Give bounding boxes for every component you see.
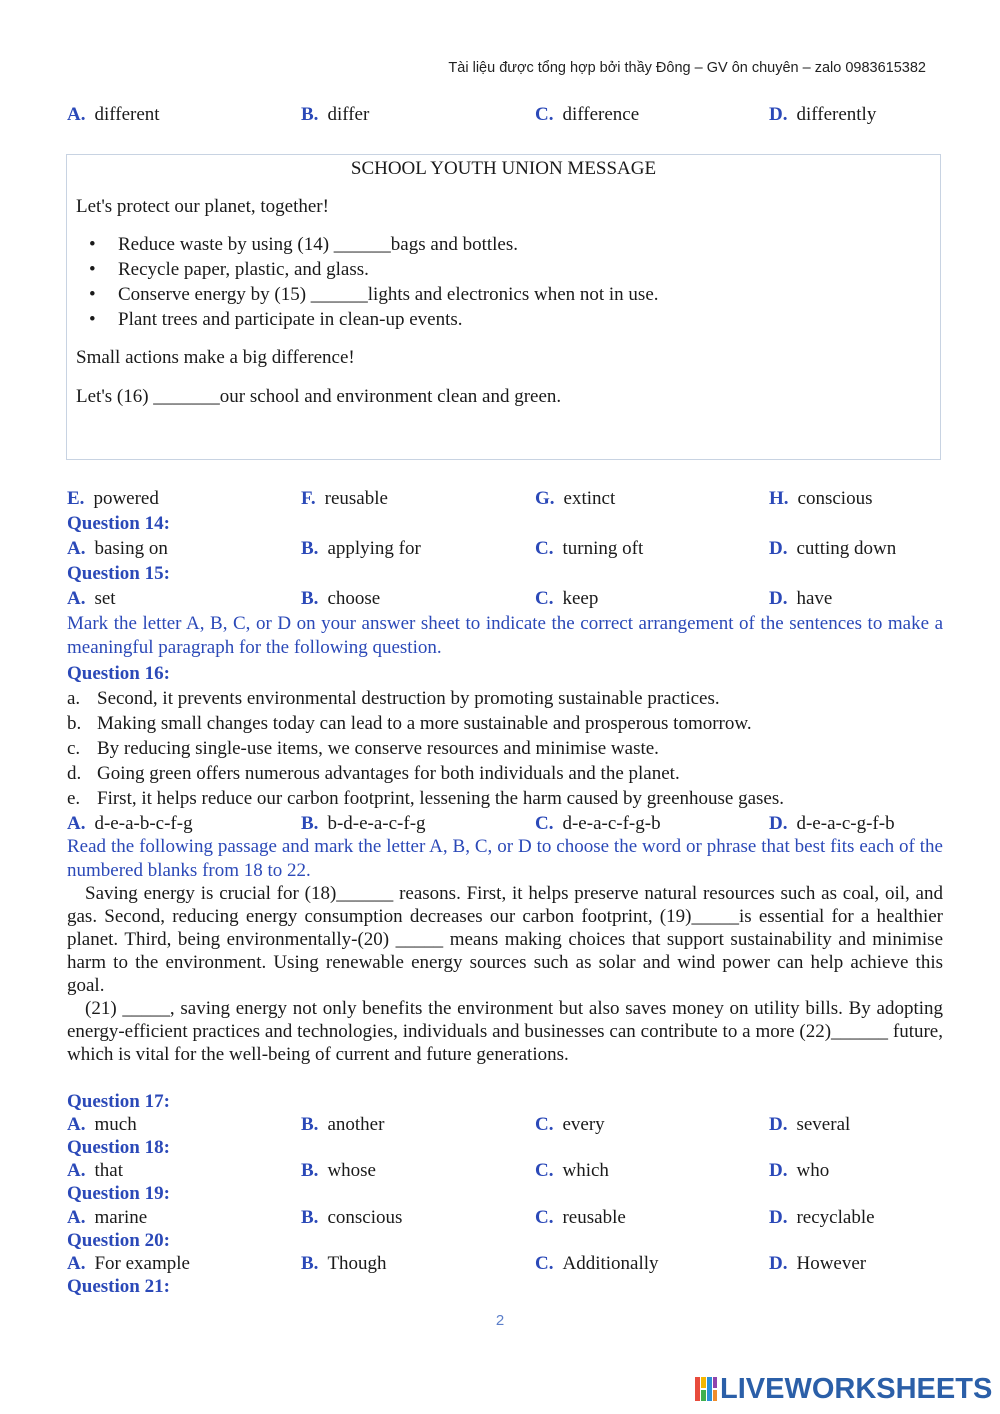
option-text: d-e-a-c-f-g-b xyxy=(562,813,661,834)
option-text: have xyxy=(796,588,833,609)
option-letter: C. xyxy=(535,1253,554,1274)
option-text: much xyxy=(94,1114,137,1135)
brand-text: LIVEWORKSHEETS xyxy=(720,1373,993,1405)
message-line: Small actions make a big difference! xyxy=(76,347,355,368)
option-d[interactable] xyxy=(769,1159,829,1183)
bullet-text: Conserve energy by (15) ______lights and electronics when not in use. xyxy=(118,284,659,305)
option-letter: C. xyxy=(535,1207,554,1228)
option-b[interactable] xyxy=(301,1206,402,1230)
option-letter: C. xyxy=(535,538,554,559)
message-title: SCHOOL YOUTH UNION MESSAGE xyxy=(350,158,657,179)
option-letter: B. xyxy=(301,104,319,125)
option-c[interactable] xyxy=(535,1206,626,1230)
question-20-label: Question 20: xyxy=(67,1230,170,1251)
option-text: set xyxy=(94,588,116,609)
question-20-options xyxy=(67,1252,967,1276)
option-a[interactable] xyxy=(67,1159,123,1183)
option-text: cutting down xyxy=(796,538,897,559)
question-18-options xyxy=(67,1159,967,1183)
option-d[interactable] xyxy=(769,103,876,127)
option-letter: D. xyxy=(769,104,788,125)
message-bullet xyxy=(89,259,369,281)
option-letter: B. xyxy=(301,1253,319,1274)
option-letter: B. xyxy=(301,1114,319,1135)
liveworksheets-brand[interactable] xyxy=(694,1372,992,1406)
option-d[interactable] xyxy=(769,1252,866,1276)
option-text: basing on xyxy=(94,538,168,559)
option-text: several xyxy=(796,1114,851,1135)
option-letter: A. xyxy=(67,1253,86,1274)
option-text: who xyxy=(796,1160,830,1181)
option-letter: B. xyxy=(301,588,319,609)
option-letter: C. xyxy=(535,1114,554,1135)
option-letter: B. xyxy=(301,813,319,834)
option-f[interactable] xyxy=(301,487,388,511)
option-letter: F. xyxy=(301,488,316,509)
option-b[interactable] xyxy=(301,812,426,836)
option-a[interactable] xyxy=(67,587,116,611)
options-efgh xyxy=(67,487,967,511)
question-17-label: Question 17: xyxy=(67,1091,170,1112)
option-text: reusable xyxy=(562,1207,626,1228)
option-d[interactable] xyxy=(769,587,832,611)
option-c[interactable] xyxy=(535,537,643,561)
option-letter: A. xyxy=(67,813,86,834)
option-letter: A. xyxy=(67,588,86,609)
option-text: extinct xyxy=(563,488,616,509)
sentence-label: b. xyxy=(67,713,82,734)
bullet-dot-icon: • xyxy=(89,309,96,330)
option-text: Additionally xyxy=(562,1253,659,1274)
option-text: marine xyxy=(94,1207,148,1228)
bullet-dot-icon: • xyxy=(89,284,96,305)
question-16-label: Question 16: xyxy=(67,663,170,684)
option-letter: A. xyxy=(67,538,86,559)
option-text: differently xyxy=(796,104,877,125)
option-a[interactable] xyxy=(67,103,160,127)
option-b[interactable] xyxy=(301,537,421,561)
option-d[interactable] xyxy=(769,1113,850,1137)
passage-paragraph: Saving energy is crucial for (18)______ reasons. First, it helps preserve natural resources such as coal, oil, and gas. Second, reducing energy consumption decreases our carbon footprint, (19)_____is essential for a healthier planet. Third, being environmentally-(20) _____ means making choices that support sustainability and minimise harm to the environment. Using renewable energy sources such as solar and wind power can help achieve this goal. xyxy=(67,883,943,996)
question-21-label: Question 21: xyxy=(67,1276,170,1297)
sentence-label: a. xyxy=(67,688,81,709)
sentence-text: Second, it prevents environmental destruction by promoting sustainable practices. xyxy=(97,688,720,709)
option-letter: C. xyxy=(535,1160,554,1181)
option-letter: H. xyxy=(769,488,789,509)
option-a[interactable] xyxy=(67,1113,137,1137)
question-15-options xyxy=(67,587,967,611)
option-text: For example xyxy=(94,1253,190,1274)
option-h[interactable] xyxy=(769,487,872,511)
message-line: Let's (16) _______our school and environment clean and green. xyxy=(76,386,562,407)
option-a[interactable] xyxy=(67,812,193,836)
option-c[interactable] xyxy=(535,1252,659,1276)
passage-paragraph: (21) _____, saving energy not only benefits the environment but also saves money on utility bills. By adopting energy-efficient practices and technologies, individuals and businesses can contribute to a more (22)______ future, which is vital for the well-being of current and future generations. xyxy=(67,998,943,1065)
question-15-label: Question 15: xyxy=(67,563,170,584)
option-b[interactable] xyxy=(301,1159,376,1183)
option-e[interactable] xyxy=(67,487,159,511)
option-c[interactable] xyxy=(535,103,639,127)
bullet-text: Reduce waste by using (14) ______bags and bottles. xyxy=(118,234,518,255)
option-text: conscious xyxy=(327,1207,403,1228)
option-b[interactable] xyxy=(301,103,369,127)
option-letter: A. xyxy=(67,1160,86,1181)
option-text: different xyxy=(94,104,160,125)
option-c[interactable] xyxy=(535,587,598,611)
option-text: reusable xyxy=(324,488,388,509)
sentence-text: By reducing single-use items, we conserve resources and minimise waste. xyxy=(97,738,659,759)
option-letter: C. xyxy=(535,813,554,834)
option-text: powered xyxy=(93,488,159,509)
option-letter: G. xyxy=(535,488,555,509)
option-text: turning oft xyxy=(562,538,644,559)
option-letter: C. xyxy=(535,588,554,609)
bullet-text: Plant trees and participate in clean-up events. xyxy=(118,309,463,330)
question-14-label: Question 14: xyxy=(67,513,170,534)
option-text: d-e-a-b-c-f-g xyxy=(94,813,193,834)
option-a[interactable] xyxy=(67,1206,147,1230)
message-bullet xyxy=(89,234,518,256)
option-text: b-d-e-a-c-f-g xyxy=(327,813,426,834)
option-letter: D. xyxy=(769,1207,788,1228)
sentence-item xyxy=(67,787,784,811)
question-17-options xyxy=(67,1113,967,1137)
sentence-label: e. xyxy=(67,788,81,809)
page-number: 2 xyxy=(495,1312,505,1329)
option-letter: D. xyxy=(769,1253,788,1274)
option-letter: D. xyxy=(769,538,788,559)
option-d[interactable] xyxy=(769,1206,875,1230)
reading-passage xyxy=(67,882,943,1066)
sentence-item xyxy=(67,737,659,761)
option-text: which xyxy=(562,1160,609,1181)
option-letter: B. xyxy=(301,1160,319,1181)
option-letter: B. xyxy=(301,538,319,559)
sentence-item xyxy=(67,687,720,711)
sentence-label: c. xyxy=(67,738,81,759)
option-letter: C. xyxy=(535,104,554,125)
question-16-options xyxy=(67,812,967,836)
bullet-dot-icon: • xyxy=(89,234,96,255)
header-note: Tài liệu được tổng hợp bởi thầy Đông – GV ôn chuyên – zalo 0983615382 xyxy=(448,60,926,76)
option-b[interactable] xyxy=(301,1113,384,1137)
option-text: conscious xyxy=(797,488,873,509)
instruction-passage: Read the following passage and mark the letter A, B, C, or D to choose the word or phrase that best fits each of the numbered blanks from 18 to 22. xyxy=(67,836,943,881)
option-c[interactable] xyxy=(535,812,661,836)
question-13-options xyxy=(67,103,967,127)
option-letter: B. xyxy=(301,1207,319,1228)
option-d[interactable] xyxy=(769,537,896,561)
question-18-label: Question 18: xyxy=(67,1137,170,1158)
option-text: choose xyxy=(327,588,381,609)
option-c[interactable] xyxy=(535,1159,609,1183)
bullet-text: Recycle paper, plastic, and glass. xyxy=(118,259,369,280)
option-letter: A. xyxy=(67,104,86,125)
option-text: every xyxy=(562,1114,605,1135)
option-letter: D. xyxy=(769,1114,788,1135)
option-letter: A. xyxy=(67,1114,86,1135)
sentence-item xyxy=(67,762,680,786)
option-c[interactable] xyxy=(535,1113,605,1137)
option-g[interactable] xyxy=(535,487,615,511)
option-text: keep xyxy=(562,588,599,609)
sentence-item xyxy=(67,712,752,736)
option-letter: D. xyxy=(769,813,788,834)
message-bullet xyxy=(89,284,659,306)
option-text: d-e-a-c-g-f-b xyxy=(796,813,895,834)
option-text: whose xyxy=(327,1160,376,1181)
sentence-text: Making small changes today can lead to a more sustainable and prosperous tomorrow. xyxy=(97,713,752,734)
option-text: another xyxy=(327,1114,385,1135)
question-14-options xyxy=(67,537,967,561)
option-d[interactable] xyxy=(769,812,895,836)
option-letter: A. xyxy=(67,1207,86,1228)
option-text: Though xyxy=(327,1253,387,1274)
instruction-arrangement: Mark the letter A, B, C, or D on your answer sheet to indicate the correct arrangement of the sentences to make a meaningful paragraph for the following question. xyxy=(67,613,943,658)
option-b[interactable] xyxy=(301,587,380,611)
option-a[interactable] xyxy=(67,1252,190,1276)
option-text: However xyxy=(796,1253,867,1274)
message-intro: Let's protect our planet, together! xyxy=(76,196,329,217)
option-letter: E. xyxy=(67,488,85,509)
sentence-text: Going green offers numerous advantages for both individuals and the planet. xyxy=(97,763,680,784)
sentence-label: d. xyxy=(67,763,82,784)
message-bullet xyxy=(89,309,463,331)
option-text: that xyxy=(94,1160,123,1181)
question-19-options xyxy=(67,1206,967,1230)
option-a[interactable] xyxy=(67,537,168,561)
option-text: applying for xyxy=(327,538,421,559)
question-19-label: Question 19: xyxy=(67,1183,170,1204)
option-text: differ xyxy=(327,104,370,125)
option-text: recyclable xyxy=(796,1207,875,1228)
option-letter: D. xyxy=(769,588,788,609)
bullet-dot-icon: • xyxy=(89,259,96,280)
option-letter: D. xyxy=(769,1160,788,1181)
option-b[interactable] xyxy=(301,1252,387,1276)
liveworksheets-logo-icon xyxy=(694,1375,718,1403)
sentence-text: First, it helps reduce our carbon footprint, lessening the harm caused by greenhouse gases. xyxy=(97,788,784,809)
option-text: difference xyxy=(562,104,640,125)
youth-union-message-box xyxy=(66,154,941,460)
